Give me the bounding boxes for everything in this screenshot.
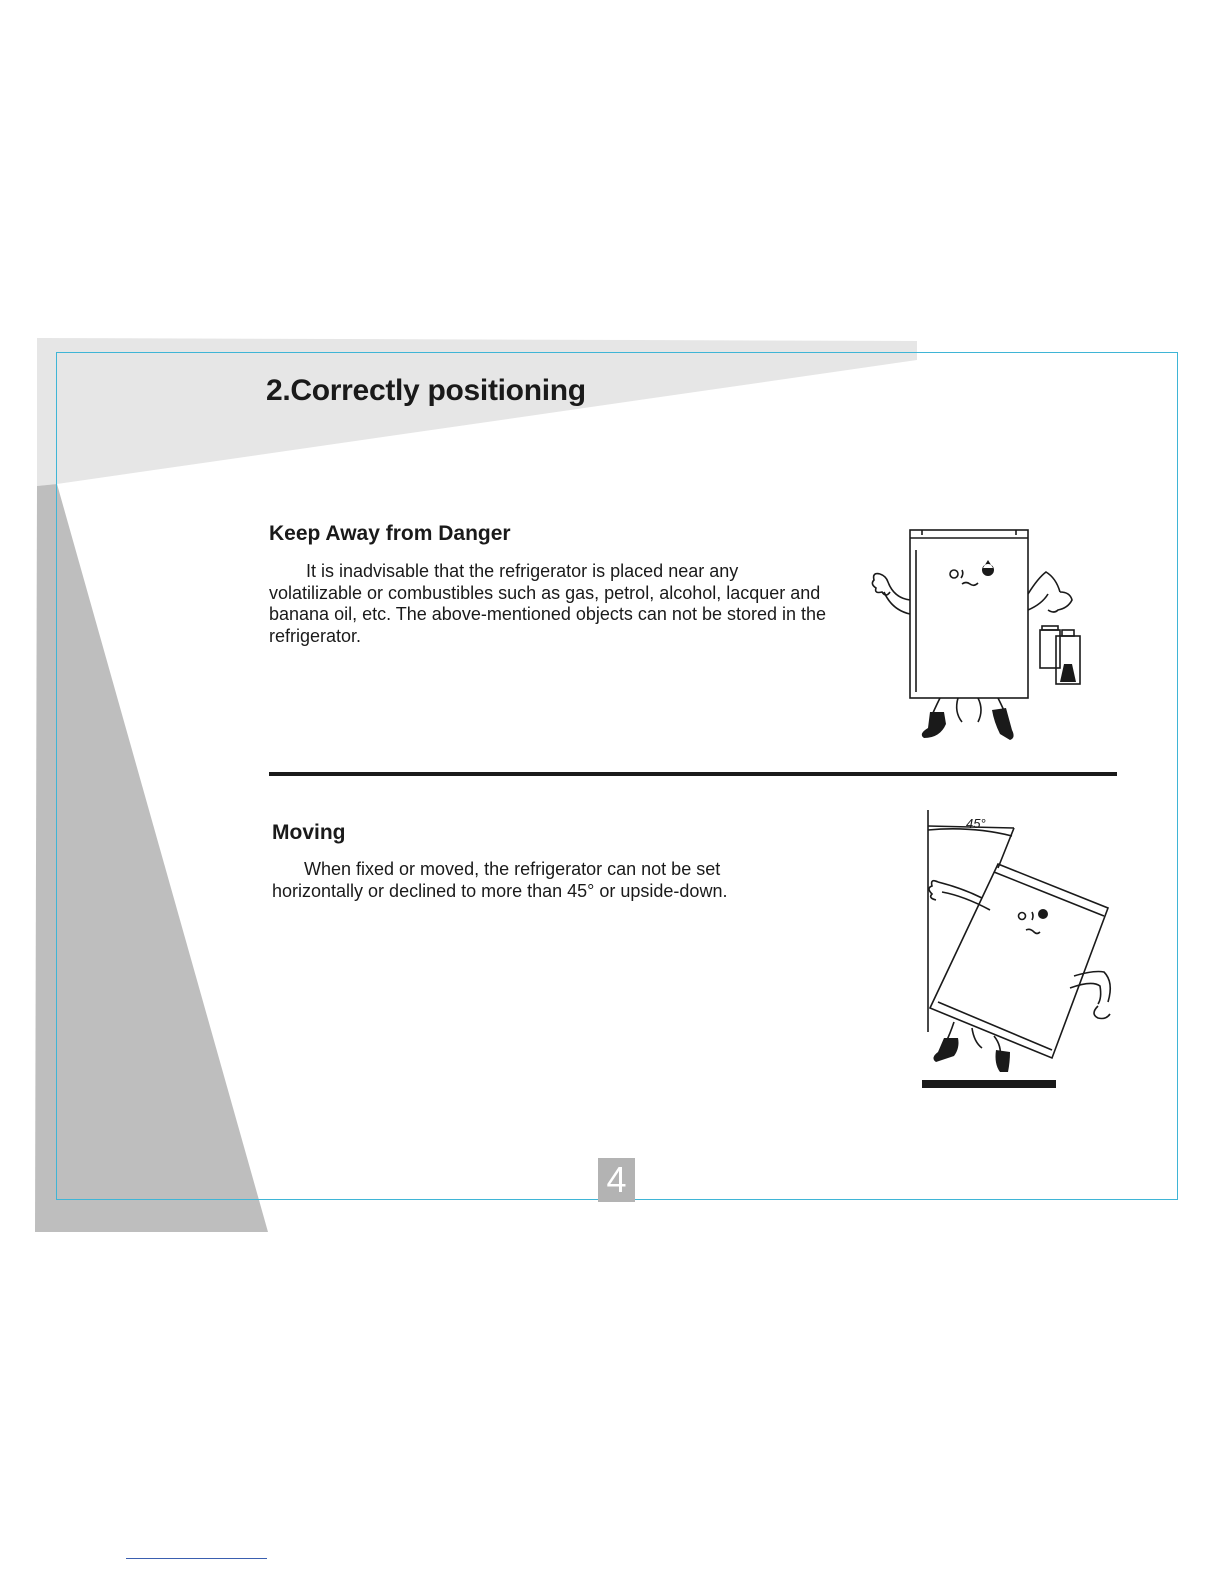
page-title: 2.Correctly positioning (266, 374, 586, 407)
section-divider (269, 772, 1117, 776)
footer-link-line (126, 1558, 267, 1559)
section-body-danger: It is inadvisable that the refrigerator is placed near any volatilizable or combustibles such as gas, petrol, alcohol, lacquer and banana oil, etc. The above-mentioned objects can not be stored in the refrigerator. (269, 561, 827, 646)
section-body-moving: When fixed or moved, the refrigerator can not be set horizontally or declined to more than 45° or upside-down. (272, 859, 728, 901)
page-number: 4 (598, 1158, 635, 1202)
refrigerator-with-flammables-illustration (866, 522, 1088, 744)
tilted-refrigerator-illustration (912, 806, 1124, 1092)
section-heading-danger: Keep Away from Danger (269, 522, 511, 545)
section-heading-moving: Moving (272, 821, 346, 844)
angle-label: 45° (966, 816, 986, 831)
